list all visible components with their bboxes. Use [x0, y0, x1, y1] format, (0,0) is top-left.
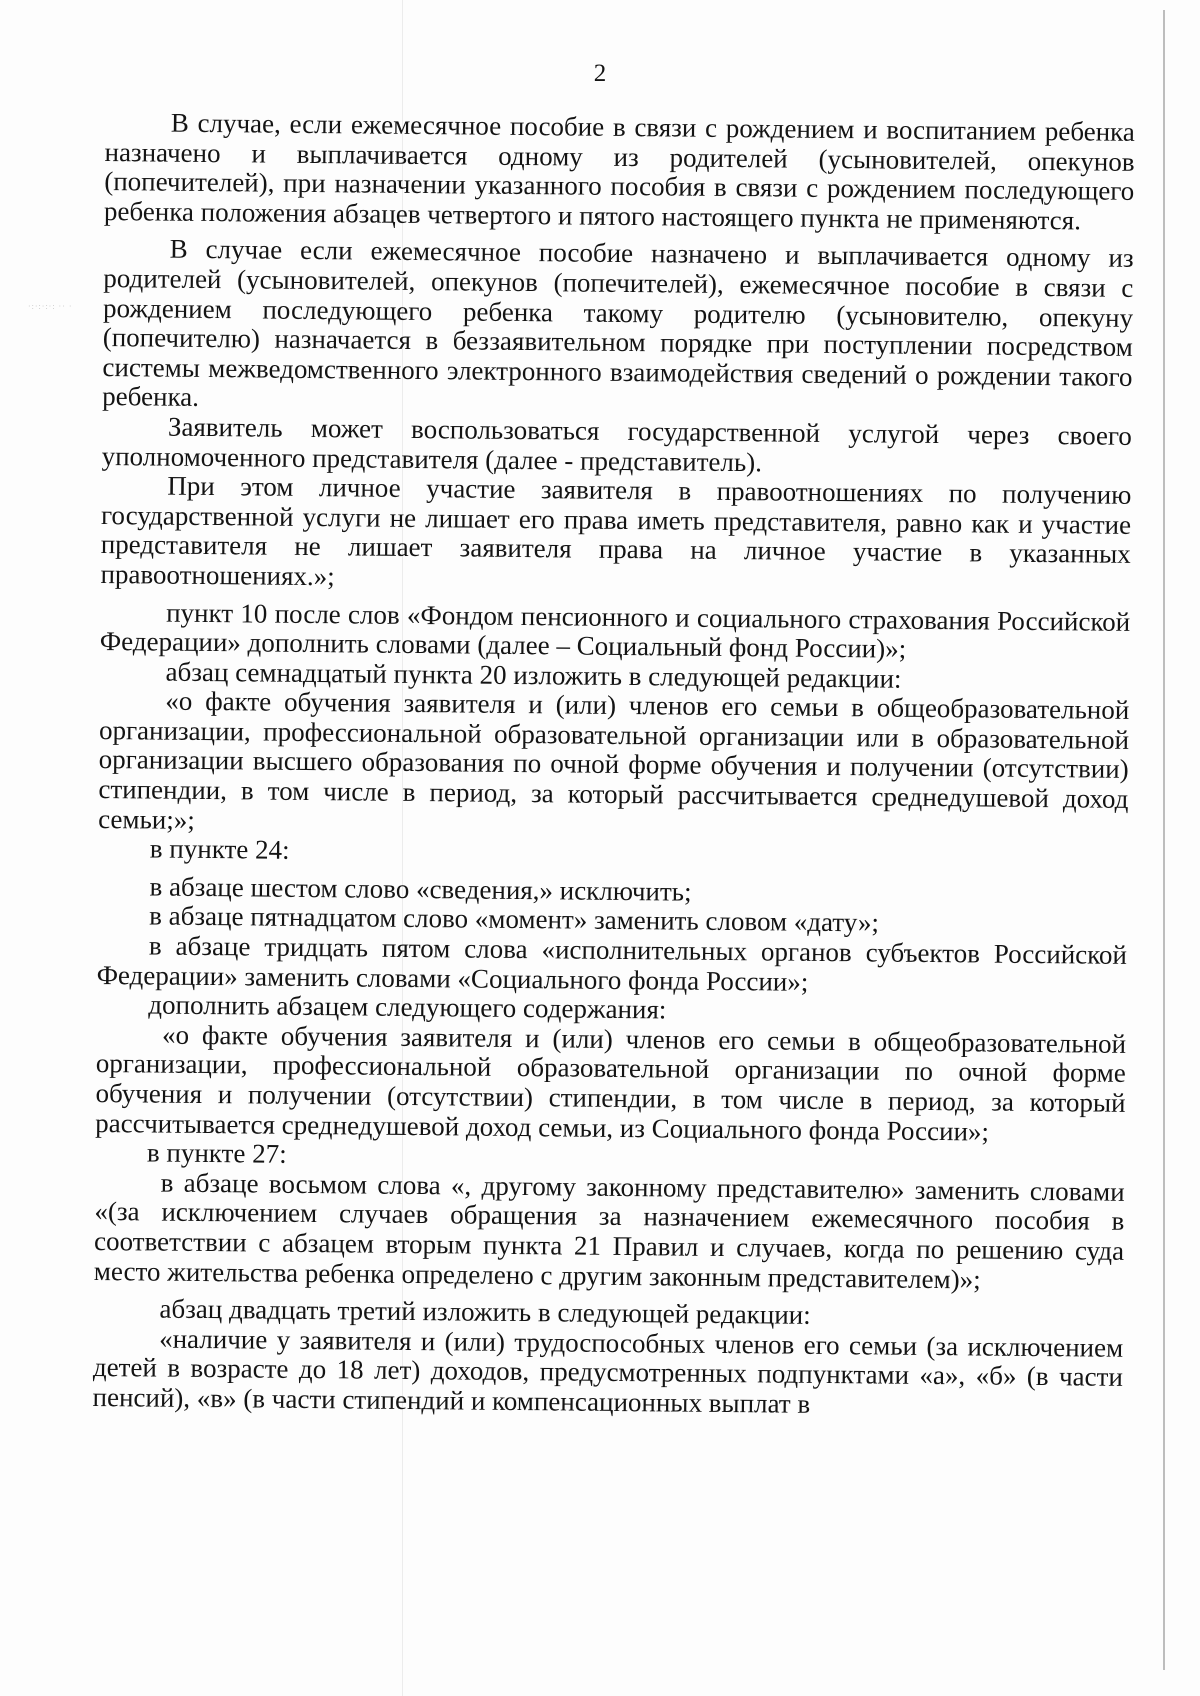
paragraph: в абзаце пятнадцатом слово «момент» заменить словом «дату»;	[149, 900, 880, 938]
paragraph: «наличие у заявителя и (или) трудоспособных членов его семьи (за исключением детей в возрасте до 18 лет) доходов, предусмотренных подпунктами «а», «б» (в части пенсий), «в» (в части стипендий и компенсационных выплат в	[92, 1323, 1124, 1419]
scan-artifact: ·:·:·:·: ·· ·	[28, 302, 73, 311]
document-body	[92, 108, 1134, 1422]
paragraph: в пункте 24:	[149, 833, 290, 866]
paragraph: В случае если ежемесячное пособие назначено и выплачивается одному из родителей (усыновителей, опекунов (попечителей), ежемесячное пособие в связи с рождением последующего ребенка такому родителю (усыновителю, опекуну (попечителю) назначается в беззаявительном порядке при поступлении посредством системы межведомственного электронного взаимодействия сведений о рождении такого ребенка.	[102, 234, 1134, 413]
paragraph: в абзаце восьмом слова «, другому законному представителю» заменить словами «(за исключением случаев обращения за назначением ежемесячного пособия в соответствии с абзацем вторым пункта 21 Правил и случаев, когда по решению суда место жительства ребенка определено с другим законным представителем)»;	[93, 1167, 1125, 1295]
paragraph: Заявитель может воспользоваться государственной услугой через своего уполномоченного представителя (далее - представитель).	[101, 411, 1133, 477]
paragraph: В случае, если ежемесячное пособие в связи с рождением и воспитанием ребенка назначено и выплачивается одному из родителей (усыновителей, опекунов (попечителей), при назначении указанного пособия в связи с рождением последующего ребенка положения абзацев четвертого и пятого настоящего пункта не применяются.	[103, 107, 1135, 236]
paragraph: «о факте обучения заявителя и (или) членов его семьи в общеобразовательной организации, профессиональной образовательной организации или в образовательной организации высшего образования по очной форме обучения и получении (отсутствии) стипендии, в том числе в период, за который рассчитывается среднедушевой доход семьи;»;	[98, 685, 1130, 835]
page-number: 2	[593, 60, 607, 87]
paragraph: При этом личное участие заявителя в правоотношениях по получению государственной услуги не лишает его права иметь представителя, равно как и участие представителя не лишает заявителя права на личное участие в указанных правоотношениях.»;	[100, 470, 1132, 592]
paragraph: «о факте обучения заявителя и (или) членов его семьи в общеобразовательной организации, профессиональной образовательной организации по очной форме обучения и получении (отсутствии) стипендии, в том числе в период, за который рассчитывается среднедушевой доход семьи, из Социального фонда России»;	[95, 1019, 1127, 1147]
paragraph: абзац двадцать третий изложить в следующей редакции:	[159, 1293, 811, 1330]
paragraph: в абзаце шестом слово «сведения,» исключить;	[149, 871, 692, 907]
paragraph: абзац семнадцатый пункта 20 изложить в следующей редакции:	[165, 656, 902, 694]
paragraph: в абзаце тридцать пятом слова «исполнительных органов субъектов Российской Федерации» заменить словами «Социального фонда России»;	[96, 930, 1128, 997]
paragraph: в пункте 27:	[146, 1137, 287, 1169]
scan-edge-line	[1163, 10, 1165, 1670]
paragraph: дополнить абзацем следующего содержания:	[148, 989, 667, 1025]
paragraph: пункт 10 после слов «Фондом пенсионного и социального страхования Российской Федерации» дополнить словами (далее – Социальный фонд России)»;	[99, 597, 1131, 664]
